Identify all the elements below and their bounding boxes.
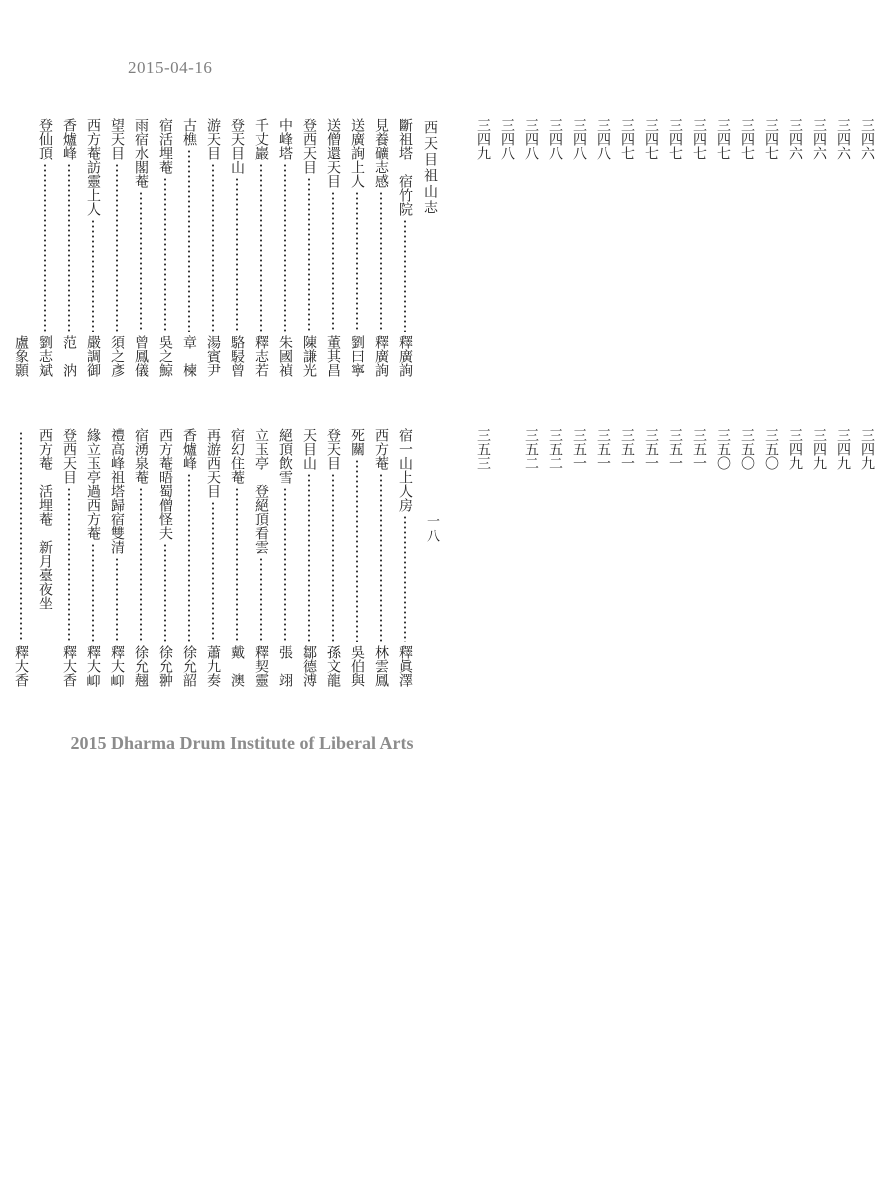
- entry-title: 登仙頂: [37, 118, 53, 160]
- entry-page: 三四八: [571, 118, 587, 160]
- entry-author: 釋大香: [13, 645, 29, 687]
- entry-title: 送僧還天目: [325, 118, 341, 188]
- entry-title: 望天目: [109, 118, 125, 160]
- page-number: 一八: [424, 514, 439, 544]
- entry-title: 送廣詢上人: [349, 118, 365, 188]
- entry-author: 須之彥: [109, 335, 125, 377]
- entry-author: 曾鳳儀: [133, 335, 149, 377]
- entry-title: 游天目: [205, 118, 221, 160]
- entry-title: 西方菴: [373, 428, 389, 470]
- entry-page: 三四七: [643, 118, 659, 160]
- entry-author: 劉曰寧: [349, 335, 365, 377]
- entry-title: 香爐峰: [181, 428, 197, 470]
- date-stamp: 2015-04-16: [128, 58, 213, 77]
- entry-title: 香爐峰: [61, 118, 77, 160]
- entry-page: 三四九: [475, 118, 491, 160]
- entry-page: 三四七: [619, 118, 635, 160]
- entry-page: 三四八: [547, 118, 563, 160]
- entry-page: 三四六: [859, 118, 875, 160]
- entry-page: 三五二: [523, 428, 539, 470]
- entry-page: 三四九: [811, 428, 827, 470]
- entry-page: 三四六: [835, 118, 851, 160]
- entry-title: 中峰塔: [277, 118, 293, 160]
- entry-title: 緣立玉亭過西方菴: [85, 428, 101, 540]
- entry-author: 釋眞澤: [397, 645, 413, 687]
- entry-author: 孫文龍: [325, 645, 341, 687]
- entry-author: 鄒德溥: [301, 645, 317, 687]
- entry-author: 吳伯與: [349, 645, 365, 687]
- entry-title: 宿幻住菴: [229, 428, 245, 484]
- entry-author: 釋大𡵙: [85, 645, 101, 687]
- entry-page: 三四七: [691, 118, 707, 160]
- entry-author: 董其昌: [325, 335, 341, 377]
- entry-page: 三四九: [787, 428, 803, 470]
- entry-author: 釋志若: [253, 335, 269, 377]
- entry-page: 三四八: [523, 118, 539, 160]
- entry-title: 死關: [349, 428, 365, 456]
- entry-title: 雨宿水閣菴: [133, 118, 149, 188]
- entry-page: 三五〇: [739, 428, 755, 470]
- entry-title: 禮高峰祖塔歸宿雙清: [109, 428, 125, 554]
- entry-page: 三五一: [691, 428, 707, 470]
- entry-title: 斷祖塔 宿竹院: [397, 118, 413, 216]
- entry-page: 三五三: [475, 428, 491, 470]
- entry-author: 蕭九奏: [205, 645, 221, 687]
- entry-page: 三四七: [715, 118, 731, 160]
- entry-title: 宿活埋菴: [157, 118, 173, 174]
- entry-page: 三四六: [787, 118, 803, 160]
- entry-page: 三四九: [859, 428, 875, 470]
- entry-page: 三五〇: [715, 428, 731, 470]
- entry-title: 西方菴訪靈上人: [85, 118, 101, 216]
- entry-title: 千丈巖: [253, 118, 269, 160]
- entry-author: 朱國禎: [277, 335, 293, 377]
- entry-page: 三五一: [619, 428, 635, 470]
- entry-author: 嚴調御: [85, 335, 101, 377]
- entry-author: 章 楝: [181, 335, 197, 377]
- entry-author: 范 汭: [61, 335, 77, 377]
- entry-author: 張 翊: [277, 645, 293, 687]
- entry-author: 釋大𡵙: [109, 645, 125, 687]
- entry-page: 三五一: [667, 428, 683, 470]
- entry-page: 三五一: [643, 428, 659, 470]
- entry-author: 陳謙光: [301, 335, 317, 377]
- entry-title: 再游西天目: [205, 428, 221, 498]
- entry-author: 釋大香: [61, 645, 77, 687]
- entry-author: 盧象顥: [13, 335, 29, 377]
- entry-author: 戴 澳: [229, 645, 245, 687]
- entry-page: 三四六: [811, 118, 827, 160]
- entry-page: 三四七: [763, 118, 779, 160]
- entry-author: 釋廣詢: [397, 335, 413, 377]
- running-header-title: 西天目祖山志: [422, 120, 438, 216]
- entry-title: 登天目: [325, 428, 341, 470]
- entry-title: 登西天目: [61, 428, 77, 484]
- entry-title: 立玉亭 登絕頂看雲: [253, 428, 269, 554]
- entry-page: 三四八: [595, 118, 611, 160]
- entry-page: 三四七: [667, 118, 683, 160]
- entry-title: 宿湧泉菴: [133, 428, 149, 484]
- entry-author: 駱駸曾: [229, 335, 245, 377]
- entry-author: 徐允韶: [181, 645, 197, 687]
- entry-title: 見養礦志感: [373, 118, 389, 188]
- entry-page: 三四八: [499, 118, 515, 160]
- entry-author: 徐允翀: [157, 645, 173, 687]
- entry-page: 三五一: [595, 428, 611, 470]
- entry-page: 三四九: [835, 428, 851, 470]
- entry-author: 釋廣詢: [373, 335, 389, 377]
- entry-author: 徐允翹: [133, 645, 149, 687]
- institution-watermark: 2015 Dharma Drum Institute of Liberal Arts: [70, 733, 414, 753]
- entry-title: 天目山: [301, 428, 317, 470]
- entry-author: 林雲鳳: [373, 645, 389, 687]
- entry-author: 劉志斌: [37, 335, 53, 377]
- entry-page: 三五二: [547, 428, 563, 470]
- entry-page: 三四七: [739, 118, 755, 160]
- entry-title: 古樵: [181, 118, 197, 146]
- entry-title: 絕頂飲雪: [277, 428, 293, 484]
- entry-page: 三五〇: [763, 428, 779, 470]
- entry-title: 登西天目: [301, 118, 317, 174]
- entry-title: 西方菴晤蜀僧怪夫: [157, 428, 173, 540]
- entry-title: 宿一山上人房: [397, 428, 413, 512]
- entry-title: 西方菴 活埋菴 新月臺夜坐: [37, 428, 53, 610]
- entry-title: 登天目山: [229, 118, 245, 174]
- entry-author: 釋契靈: [253, 645, 269, 687]
- entry-author: 湯賓尹: [205, 335, 221, 377]
- entry-author: 吳之鯨: [157, 335, 173, 377]
- entry-page: 三五一: [571, 428, 587, 470]
